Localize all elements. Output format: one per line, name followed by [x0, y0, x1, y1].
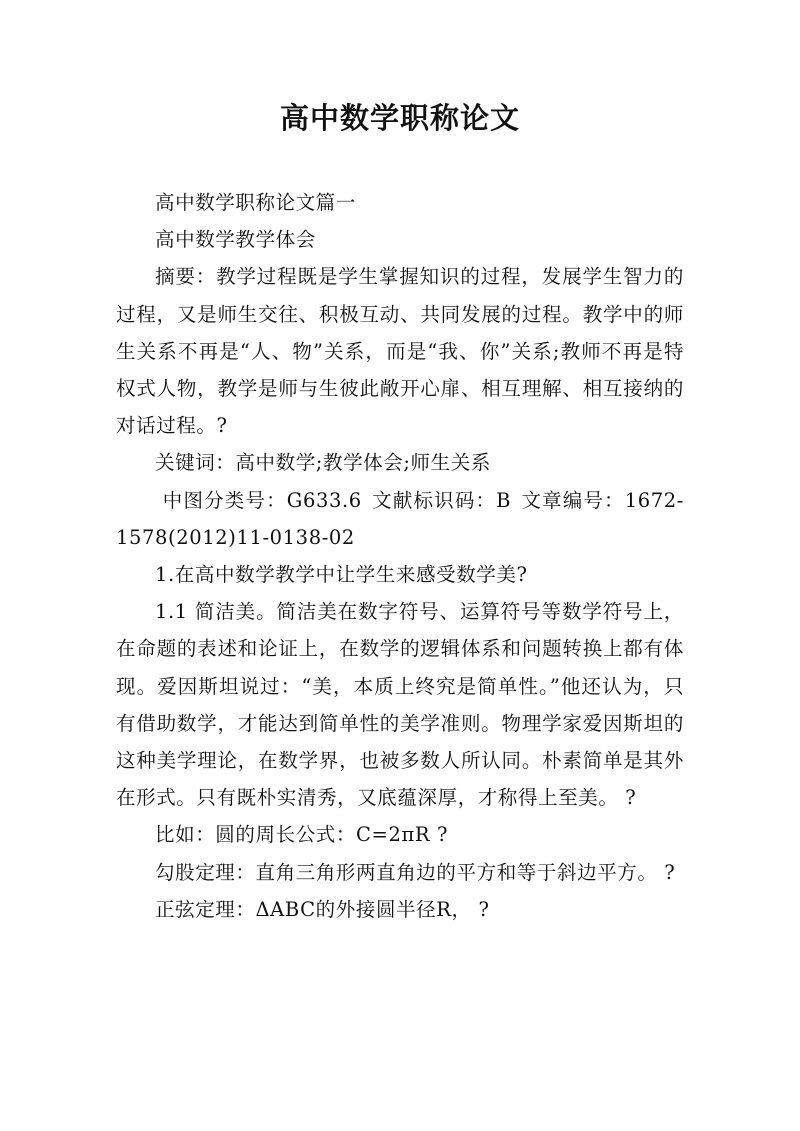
document-body	[116, 184, 684, 928]
classification-paragraph: 中图分类号：G633.6 文献标识码：B 文章编号：1672-1578(2012)11-0138-02	[116, 488, 684, 549]
example-circle-formula: 比如：圆的周长公式：C=2πR ?	[155, 823, 449, 847]
example-sine-rule: 正弦定理：ΔABC的外接圆半径R， ?	[155, 897, 490, 921]
body-paragraph-simplicity: 1.1 简洁美。简洁美在数字符号、运算符号等数学符号上，在命题的表述和论证上，在数学的逻辑体系和问题转换上都有体现。爱因斯坦说过：“美，本质上终究是简单性。”他还认为，只有借助数学，才能达到简单性的美学准则。物理学家爱因斯坦的这种美学理论，在数学界，也被多数人所认同。朴素简单是其外在形式。只有既朴实清秀，又底蕴深厚，才称得上至美。 ?	[116, 600, 684, 810]
subsection-heading: 1.在高中数学教学中让学生来感受数学美?	[155, 563, 528, 587]
document-title: 高中数学职称论文	[279, 101, 520, 135]
section-heading: 高中数学职称论文篇一	[155, 191, 357, 214]
article-title: 高中数学教学体会	[155, 228, 316, 252]
example-pythagorean-theorem: 勾股定理：直角三角形两直角边的平方和等于斜边平方。 ?	[155, 860, 676, 884]
keywords-paragraph: 关键词：高中数学;教学体会;师生关系	[155, 451, 491, 475]
abstract-paragraph: 摘要：教学过程既是学生掌握知识的过程，发展学生智力的过程，又是师生交往、积极互动、共同发展的过程。教学中的师生关系不再是“人、物”关系，而是“我、你”关系;教师不再是特权式人物，教学是师与生彼此敞开心扉、相互理解、相互接纳的对话过程。?	[116, 265, 684, 438]
